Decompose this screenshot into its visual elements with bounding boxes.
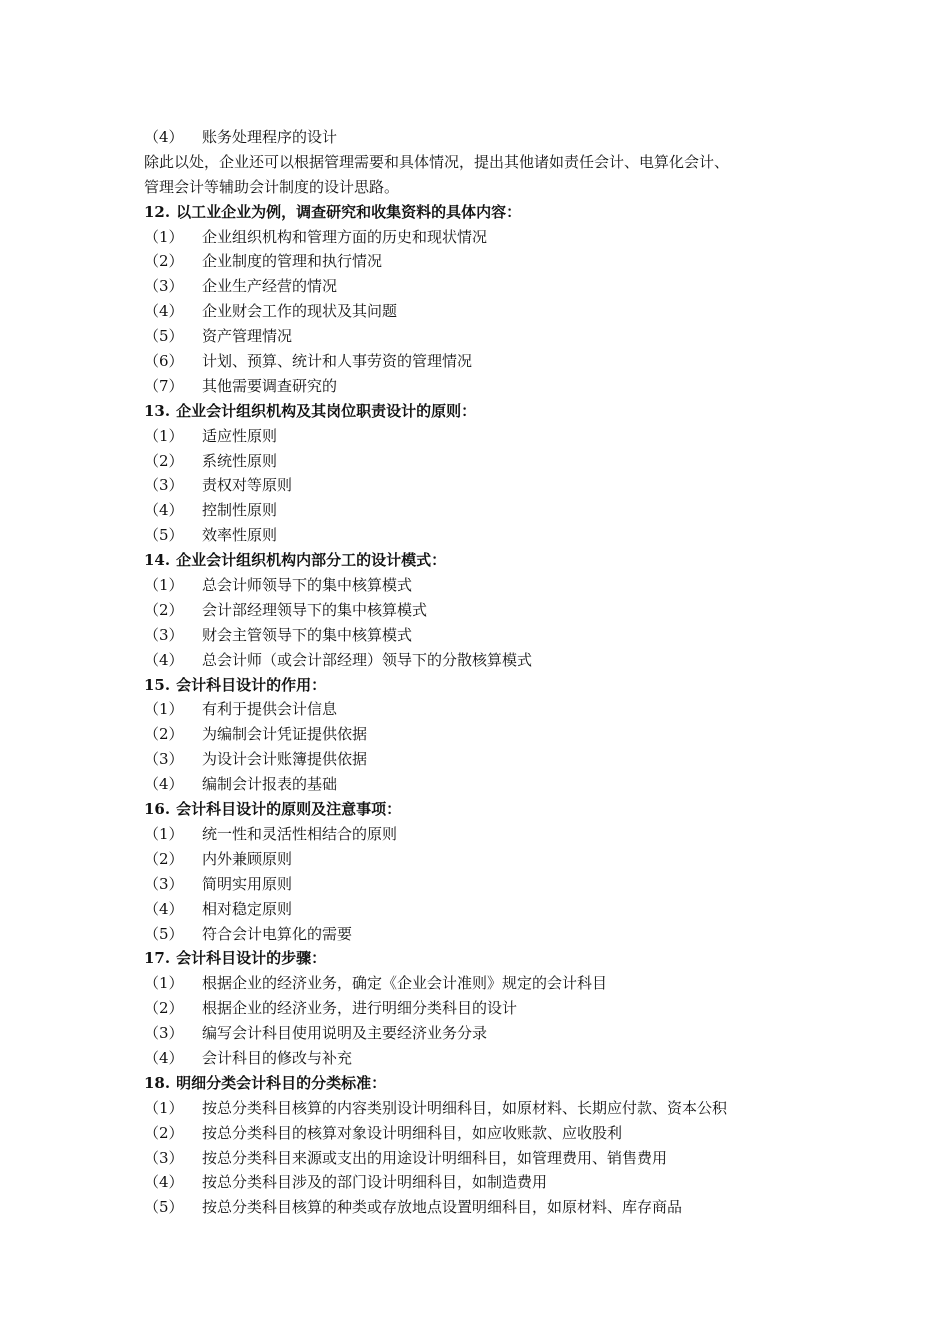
list-item-text: 计划、预算、统计和人事劳资的管理情况 [202,352,473,371]
list-item-number: （4） [144,650,184,669]
list-item-number: （4） [144,302,184,321]
list-item [144,1170,824,1195]
list-item-number: （5） [144,1198,184,1217]
list-item-number: （4） [144,899,184,918]
list-item [144,424,824,449]
section-title: 会计科目设计的原则及注意事项： [176,800,402,819]
list-item-text: 企业组织机构和管理方面的历史和现状情况 [202,227,488,246]
list-item [144,1146,824,1171]
list-item [144,225,824,250]
list-item-text: 责权对等原则 [202,476,293,495]
list-item [144,697,824,722]
list-item-number: （2） [144,1123,184,1142]
list-item-text: 按总分类科目核算的种类或存放地点设置明细科目，如原材料、库存商品 [202,1198,683,1217]
list-item-number: （5） [144,327,184,346]
list-item [144,996,824,1021]
list-item-number: （1） [144,426,184,445]
list-item-number: （2） [144,600,184,619]
list-item-text: 根据企业的经济业务，进行明细分类科目的设计 [202,999,518,1018]
list-item [144,1021,824,1046]
list-item-text: 按总分类科目来源或支出的用途设计明细科目，如管理费用、销售费用 [202,1148,668,1167]
list-item-number: （4） [144,1173,184,1192]
list-item-text: 总会计师（或会计部经理）领导下的分散核算模式 [202,650,533,669]
section-heading [144,548,824,573]
list-item-text: 效率性原则 [202,526,278,545]
list-item-text: 编写会计科目使用说明及主要经济业务分录 [202,1024,488,1043]
list-item-number: （4） [144,501,184,520]
list-item-text: 统一性和灵活性相结合的原则 [202,824,398,843]
list-item-text: 控制性原则 [202,501,278,520]
list-item [144,897,824,922]
section-title: 会计科目设计的作用： [176,675,327,694]
section-title: 企业会计组织机构内部分工的设计模式： [176,551,447,570]
list-item-text: 资产管理情况 [202,327,293,346]
list-item [144,523,824,548]
section-heading [144,200,824,225]
list-item-number: （7） [144,376,184,395]
list-item [144,374,824,399]
document-body [144,125,824,1220]
list-item-text: 企业生产经营的情况 [202,277,338,296]
list-item-text: 按总分类科目的核算对象设计明细科目，如应收账款、应收股利 [202,1123,623,1142]
section-number: 17. [144,949,171,968]
list-item [144,598,824,623]
list-item-text: 会计科目的修改与补充 [202,1048,353,1067]
section-heading [144,1071,824,1096]
section-number: 16. [144,800,171,819]
list-item [144,1121,824,1146]
section-title: 明细分类会计科目的分类标准： [176,1073,387,1092]
list-item [144,125,824,150]
section-number: 15. [144,675,171,694]
list-item-number: （3） [144,750,184,769]
list-item [144,1046,824,1071]
list-item-text: 为设计会计账簿提供依据 [202,750,368,769]
list-item-text: 其他需要调查研究的 [202,376,338,395]
list-item [144,573,824,598]
paragraph-line: 管理会计等辅助会计制度的设计思路。 [144,177,400,196]
list-item [144,971,824,996]
section-title: 企业会计组织机构及其岗位职责设计的原则： [176,401,477,420]
list-item-number: （3） [144,874,184,893]
section-title: 以工业企业为例，调查研究和收集资料的具体内容： [176,202,522,221]
list-item-text: 为编制会计凭证提供依据 [202,725,368,744]
list-item-text: 符合会计电算化的需要 [202,924,353,943]
list-item [144,872,824,897]
list-item-text: 适应性原则 [202,426,278,445]
list-item [144,747,824,772]
list-item-number: （2） [144,451,184,470]
list-item-text: 财会主管领导下的集中核算模式 [202,625,413,644]
list-item [144,449,824,474]
section-heading [144,797,824,822]
list-item-number: （4） [144,1048,184,1067]
list-item-text: 企业财会工作的现状及其问题 [202,302,398,321]
list-item-number: （3） [144,476,184,495]
list-item [144,623,824,648]
list-item-text: 会计部经理领导下的集中核算模式 [202,600,428,619]
list-item-text: 简明实用原则 [202,874,293,893]
list-item-number: （1） [144,974,184,993]
section-heading [144,946,824,971]
list-item-number: （3） [144,277,184,296]
list-item-number: （3） [144,1148,184,1167]
list-item [144,299,824,324]
section-number: 12. [144,202,171,221]
list-item [144,324,824,349]
list-item-number: （4） [144,775,184,794]
list-item [144,349,824,374]
list-item-number: （1） [144,824,184,843]
list-item-text: 有利于提供会计信息 [202,700,338,719]
list-item-number: （1） [144,576,184,595]
list-item [144,922,824,947]
section-heading [144,399,824,424]
list-item-text: 账务处理程序的设计 [202,128,338,146]
list-item [144,274,824,299]
list-item-number: （1） [144,700,184,719]
sections-container [144,200,824,1221]
list-item-text: 企业制度的管理和执行情况 [202,252,383,271]
list-item [144,1195,824,1220]
list-item-number: （2） [144,252,184,271]
list-item [144,249,824,274]
section-number: 14. [144,551,171,570]
list-item [144,473,824,498]
list-item [144,772,824,797]
list-item-number: （5） [144,924,184,943]
section-number: 18. [144,1073,171,1092]
list-item-number: （3） [144,625,184,644]
list-item [144,722,824,747]
list-item-text: 编制会计报表的基础 [202,775,338,794]
list-item [144,498,824,523]
list-item-number: （3） [144,1024,184,1043]
list-item-text: 总会计师领导下的集中核算模式 [202,576,413,595]
list-item-text: 相对稳定原则 [202,899,293,918]
list-item [144,822,824,847]
list-item-text: 系统性原则 [202,451,278,470]
list-item [144,648,824,673]
list-item-text: 内外兼顾原则 [202,849,293,868]
list-item-number: （4） [144,128,184,146]
list-item-number: （5） [144,526,184,545]
list-item-text: 按总分类科目核算的内容类别设计明细科目，如原材料、长期应付款、资本公积 [202,1098,728,1117]
paragraph-line: 除此以处，企业还可以根据管理需要和具体情况，提出其他诸如责任会计、电算化会计、 [144,152,730,171]
section-title: 会计科目设计的步骤： [176,949,327,968]
section-number: 13. [144,401,171,420]
list-item-number: （2） [144,999,184,1018]
list-item-number: （1） [144,1098,184,1117]
list-item [144,1096,824,1121]
section-heading [144,673,824,698]
list-item-number: （2） [144,849,184,868]
list-item-number: （1） [144,227,184,246]
list-item-number: （2） [144,725,184,744]
list-item-number: （6） [144,352,184,371]
list-item-text: 根据企业的经济业务，确定《企业会计准则》规定的会计科目 [202,974,608,993]
list-item-text: 按总分类科目涉及的部门设计明细科目，如制造费用 [202,1173,548,1192]
list-item [144,847,824,872]
